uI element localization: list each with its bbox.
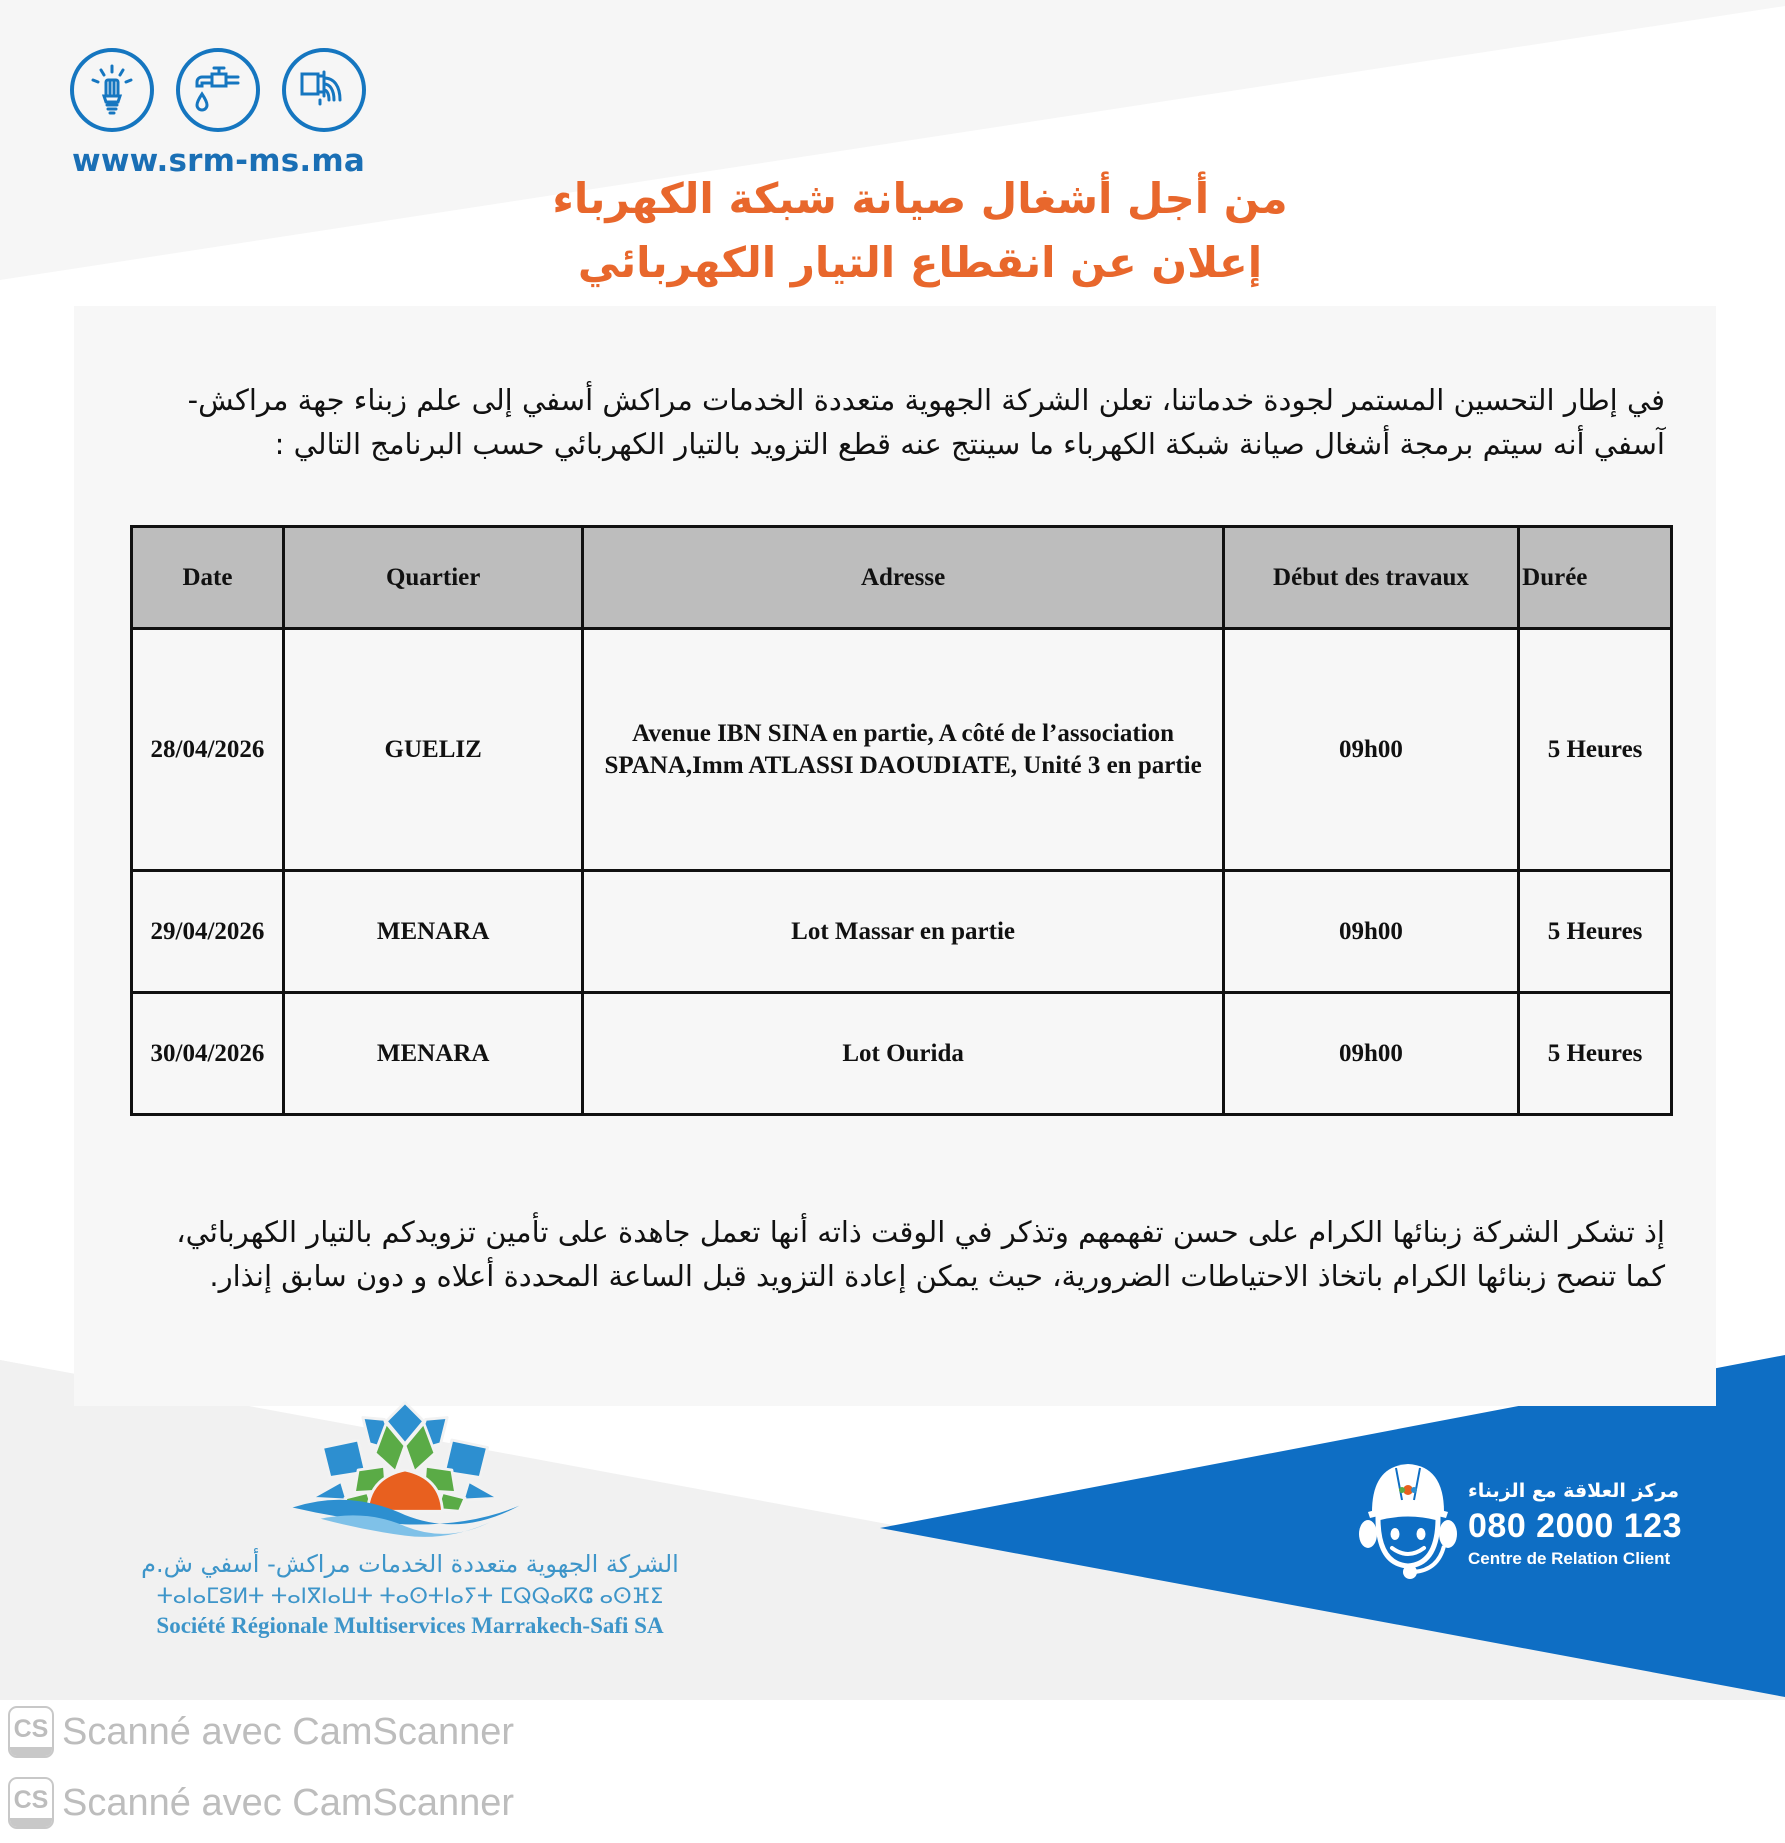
crc-label-french: Centre de Relation Client: [1468, 1549, 1671, 1568]
srm-logo-icon: [255, 1395, 555, 1545]
cell-debut: 09h00: [1223, 629, 1518, 871]
outage-schedule-table: [130, 525, 1673, 1116]
intro-paragraph: في إطار التحسين المستمر لجودة خدماتنا، تعلن الشركة الجهوية متعددة الخدمات مراكش أسفي إلى علم زبناء جهة مراكش- آسفي أنه سيتم برمجة أشغال صيانة شبكة الكهرباء ما سينتج عنه قطع التزويد بالتيار الكهربائي حسب البرنامج التالي :: [187, 383, 1665, 461]
header-adresse: Adresse: [583, 527, 1223, 629]
closing-paragraph: إذ تشكر الشركة زبنائها الكرام على حسن تفهمهم وتذكر في الوقت ذاته أنها تعمل جاهدة على تأمين تزويدكم بالتيار الكهربائي، كما تنصح زبنائها الكرام باتخاذ الاحتياطات الضرورية، حيث يمكن إعادة التزويد قبل الساعة المحددة أعلاه و دون سابق إنذار.: [176, 1215, 1665, 1293]
cell-adresse: [583, 629, 1223, 871]
customer-service-mascot-icon: [1358, 1460, 1458, 1580]
service-icons: [70, 48, 366, 132]
cs-badge-text: CS: [13, 1786, 49, 1814]
camscanner-logo-icon: [8, 1777, 54, 1829]
table-row: [132, 629, 1672, 871]
water-tap-icon: [176, 48, 260, 132]
announcement-title-line-2: إعلان عن انقطاع التيار الكهربائي: [577, 238, 1263, 287]
cs-badge-text: CS: [13, 1715, 49, 1743]
sanitation-pipe-icon: [282, 48, 366, 132]
table-header-row: [132, 527, 1672, 629]
address-text: Avenue IBN SINA en partie, A côté de l’association SPANA,Imm ATLASSI DAOUDIATE, Unité 3 en partie: [604, 719, 1202, 779]
company-name-arabic: الشركة الجهوية متعددة الخدمات مراكش- أسفي ش.م: [141, 1550, 679, 1578]
cell-debut: 09h00: [1223, 871, 1518, 993]
cell-date: 29/04/2026: [132, 871, 284, 993]
cell-duree: 5 Heures: [1519, 629, 1672, 871]
cell-adresse: Lot Massar en partie: [583, 871, 1223, 993]
header-duree: Durée: [1519, 527, 1672, 629]
camscanner-watermark: [8, 1777, 514, 1829]
header-debut: Début des travaux: [1223, 527, 1518, 629]
company-name-tifinagh: ⵜⴰⵏⴰⵎⵓⵍⵜ ⵜⴰⵏⴳⵏⴰⵡⵜ ⵜⴰⵙⵜⵏⴰⵢⵜ ⵎⵕⵕⴰⴽⵛ ⴰⵙⴼⵉ: [156, 1584, 664, 1608]
crc-label-arabic: مركز العلاقة مع الزبناء: [1468, 1480, 1680, 1502]
company-name-block: [100, 1548, 720, 1640]
company-name-french: Société Régionale Multiservices Marrakech-Safi SA: [156, 1613, 664, 1638]
customer-relation-centre: [1468, 1478, 1682, 1570]
watermark-text: Scanné avec CamScanner: [62, 1711, 515, 1753]
cell-quartier: MENARA: [283, 993, 582, 1115]
cell-duree: 5 Heures: [1519, 871, 1672, 993]
camscanner-logo-icon: [8, 1706, 54, 1758]
header-date: Date: [132, 527, 284, 629]
cell-date: 28/04/2026: [132, 629, 284, 871]
header-quartier: Quartier: [283, 527, 582, 629]
announcement-title-line-1: من أجل أشغال صيانة شبكة الكهرباء: [552, 174, 1288, 223]
cell-debut: 09h00: [1223, 993, 1518, 1115]
camscanner-watermark: [8, 1706, 514, 1758]
table-row: [132, 993, 1672, 1115]
watermark-text: Scanné avec CamScanner: [62, 1782, 515, 1824]
table-row: [132, 871, 1672, 993]
cell-quartier: GUELIZ: [283, 629, 582, 871]
cell-adresse: Lot Ourida: [583, 993, 1223, 1115]
cell-date: 30/04/2026: [132, 993, 284, 1115]
crc-phone-number[interactable]: 080 2000 123: [1468, 1507, 1682, 1545]
website-url[interactable]: www.srm-ms.ma: [72, 143, 365, 179]
cell-quartier: MENARA: [283, 871, 582, 993]
lightbulb-icon: [70, 48, 154, 132]
cell-duree: 5 Heures: [1519, 993, 1672, 1115]
